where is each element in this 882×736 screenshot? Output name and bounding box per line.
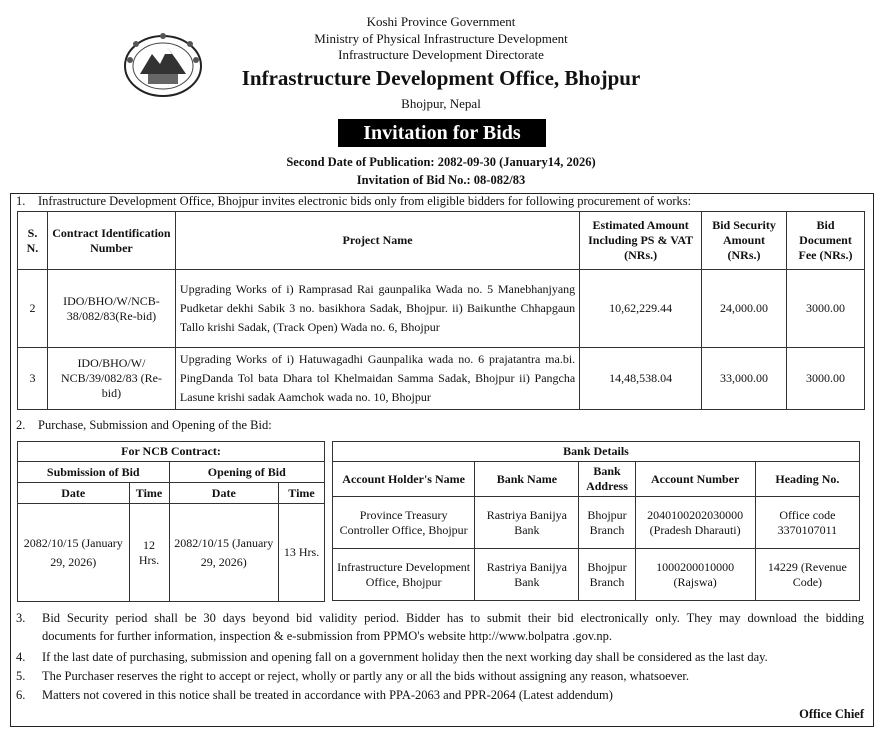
row-sn: 3 [18,348,48,410]
heading-no: 14229 (Revenue Code) [755,549,859,601]
row-bid-security: 33,000.00 [702,348,787,410]
publication-date: Second Date of Publication: 2082-09-30 (January14, 2026) [286,155,596,169]
ncb-title: For NCB Contract: [18,442,325,462]
header-bank-address: Bank Address [579,462,635,497]
row-estimated-amount: 10,62,229.44 [580,270,702,348]
opening-time: 13 Hrs. [279,504,325,602]
account-holder: Infrastructure Development Office, Bhojpur [333,549,475,601]
table-row [333,549,860,601]
para6-number: 6. [16,688,26,702]
row-sn: 2 [18,270,48,348]
para1-number: 1. [16,194,26,208]
account-number: 1000200010000 (Rajswa) [635,549,755,601]
account-number: 2040100202030000 (Pradesh Dharauti) [635,497,755,549]
table-row [333,497,860,549]
row-contract-id: IDO/BHO/W/ NCB/39/082/83 (Re-bid) [47,348,175,410]
para3-line1: Bid Security period shall be 30 days beyond bid validity period. Bidder has to submit their bid electronically only. They may download the bidding [42,611,864,625]
header-estimated-amount: Estimated Amount Including PS & VAT (NRs.) [580,212,702,270]
bank-address: Bhojpur Branch [579,497,635,549]
para4-number: 4. [16,650,26,664]
ministry-name: Ministry of Physical Infrastructure Development [314,31,568,46]
submission-header: Submission of Bid [18,462,170,483]
submission-time-header: Time [129,483,169,504]
header-account-number: Account Number [635,462,755,497]
row-estimated-amount: 14,48,538.04 [580,348,702,410]
row-project-name: Upgrading Works of i) Hatuwagadhi Gaunpalika wada no. 6 prajatantra ma.bi. PingDanda Tol bata Dhara tol Khelmaidan Samma Sadak, Bhojpur ii) Pangcha Lasune krishi sadak Aamchok wada no. 10, Bhojpur [175,348,579,410]
header-contract-id: Contract Identification Number [47,212,175,270]
header-project-name: Project Name [175,212,579,270]
row-bid-security: 24,000.00 [702,270,787,348]
para1-text: Infrastructure Development Office, Bhojpur invites electronic bids only from eligible bidders for following procurement of works: [38,194,692,208]
row-contract-id: IDO/BHO/W/NCB-38/082/83(Re-bid) [47,270,175,348]
para3-line2: documents for further information, inspection & e-submission from PPMO's website http://www.bolpatra .gov.np. [42,629,613,643]
para4-text: If the last date of purchasing, submission and opening fall on a government holiday then the next working day shall be considered as the last day. [42,650,768,664]
table-row [18,348,865,410]
header-heading-no: Heading No. [755,462,859,497]
submission-date-header: Date [18,483,130,504]
para2-number: 2. [16,418,26,432]
bank-details-table [332,441,860,601]
notice-title: Invitation for Bids [338,119,546,147]
para3-number: 3. [16,611,26,625]
submission-time: 12 Hrs. [129,504,169,602]
opening-date-header: Date [169,483,279,504]
office-name: Infrastructure Development Office, Bhojpur [241,66,641,90]
bank-name: Rastriya Banijya Bank [475,549,579,601]
header-bid-security: Bid Security Amount (NRs.) [702,212,787,270]
header-account-holder: Account Holder's Name [333,462,475,497]
submission-date: 2082/10/15 (January 29, 2026) [18,504,130,602]
account-holder: Province Treasury Controller Office, Bhojpur [333,497,475,549]
row-document-fee: 3000.00 [786,270,864,348]
table-row [18,270,865,348]
bank-details-title: Bank Details [333,442,860,462]
works-table [17,211,865,410]
bid-number: Invitation of Bid No.: 08-082/83 [356,173,526,187]
heading-no: Office code 3370107011 [755,497,859,549]
header-sn: S. N. [18,212,48,270]
opening-header: Opening of Bid [169,462,325,483]
row-project-name: Upgrading Works of i) Ramprasad Rai gaunpalika Wada no. 5 Manebhanjyang Pudketar dekhi Sabik 3 no. basikhora Sadak, Bhojpur. ii) Baikunthe Chhapgaun Tallo krishi Sadak, (Track Open) Wada no. 6, Bhojpur [175,270,579,348]
para6-text: Matters not covered in this notice shall be treated in accordance with PPA-2063 and PPR-2064 (Latest addendum) [42,688,613,702]
government-name: Koshi Province Government [366,14,516,29]
bank-address: Bhojpur Branch [579,549,635,601]
signature: Office Chief [799,707,864,721]
opening-time-header: Time [279,483,325,504]
para5-number: 5. [16,669,26,683]
para2-text: Purchase, Submission and Opening of the Bid: [38,418,272,432]
header-bank-name: Bank Name [475,462,579,497]
header-document-fee: Bid Document Fee (NRs.) [786,212,864,270]
directorate-name: Infrastructure Development Directorate [338,47,544,62]
opening-date: 2082/10/15 (January 29, 2026) [169,504,279,602]
ncb-schedule-table [17,441,325,602]
row-document-fee: 3000.00 [786,348,864,410]
office-location: Bhojpur, Nepal [401,96,481,111]
para5-text: The Purchaser reserves the right to accept or reject, wholly or partly any or all the bids without assigning any reason, whatsoever. [42,669,690,683]
bank-name: Rastriya Banijya Bank [475,497,579,549]
